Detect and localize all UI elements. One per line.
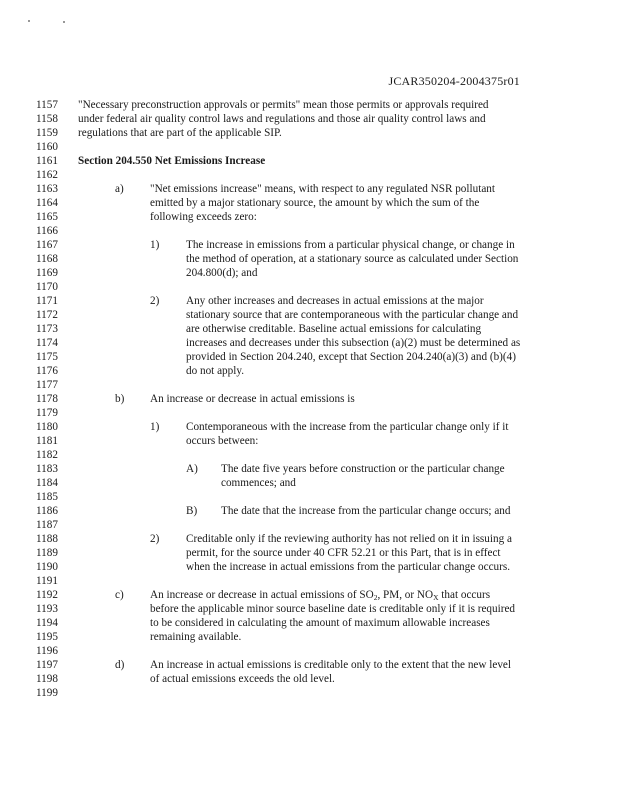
line-number: 1191 <box>36 575 58 587</box>
line-number: 1184 <box>36 477 58 489</box>
subsection-label: d) <box>115 659 125 671</box>
line-number: 1158 <box>36 113 58 125</box>
text-line: Contemporaneous with the increase from the particular change only if it <box>186 421 509 433</box>
line-number: 1161 <box>36 155 58 167</box>
text-line: increases and decreases under this subsection (a)(2) must be determined as <box>186 337 521 349</box>
line-number: 1171 <box>36 295 58 307</box>
line-number: 1167 <box>36 239 58 251</box>
text-line: commences; and <box>221 477 296 489</box>
paragraph-label: 2) <box>150 533 160 545</box>
scan-speck <box>28 20 30 22</box>
subsection-label: a) <box>115 183 124 195</box>
subparagraph-label: A) <box>186 463 198 475</box>
line-number: 1166 <box>36 225 58 237</box>
text-line: The increase in emissions from a particular physical change, or change in <box>186 239 515 251</box>
paragraph-label: 2) <box>150 295 160 307</box>
line-number: 1186 <box>36 505 58 517</box>
line-number: 1187 <box>36 519 58 531</box>
text-line: are otherwise creditable. Baseline actual emissions for calculating <box>186 323 482 335</box>
paragraph-label: 1) <box>150 239 160 251</box>
line-number: 1180 <box>36 421 58 433</box>
line-number: 1165 <box>36 211 58 223</box>
text-line: Any other increases and decreases in actual emissions at the major <box>186 295 484 307</box>
line-number: 1181 <box>36 435 58 447</box>
line-number: 1170 <box>36 281 58 293</box>
text-line: occurs between: <box>186 435 259 447</box>
text-line: regulations that are part of the applicable SIP. <box>78 127 282 139</box>
line-number: 1172 <box>36 309 58 321</box>
text-line: The date that the increase from the particular change occurs; and <box>221 505 511 517</box>
line-number: 1174 <box>36 337 58 349</box>
line-number: 1188 <box>36 533 58 545</box>
line-number: 1159 <box>36 127 58 139</box>
line-number: 1182 <box>36 449 58 461</box>
text-line: permit, for the source under 40 CFR 52.21 or this Part, that is in effect <box>186 547 501 559</box>
line-number: 1194 <box>36 617 58 629</box>
text-line: under federal air quality control laws and regulations and those air quality control laws and <box>78 113 486 125</box>
line-number: 1173 <box>36 323 58 335</box>
line-number: 1185 <box>36 491 58 503</box>
line-number: 1178 <box>36 393 58 405</box>
text-line: provided in Section 204.240, except that Section 204.240(a)(3) and (b)(4) <box>186 351 516 363</box>
line-number: 1169 <box>36 267 58 279</box>
text-line: of actual emissions exceeds the old level. <box>150 673 335 685</box>
text-line: when the increase in actual emissions from the particular change occurs. <box>186 561 511 573</box>
line-number: 1197 <box>36 659 58 671</box>
subsection-label: c) <box>115 589 124 601</box>
text-line: Creditable only if the reviewing authority has not relied on it in issuing a <box>186 533 512 545</box>
line-number: 1198 <box>36 673 58 685</box>
scan-speck <box>63 21 65 23</box>
text-line: "Necessary preconstruction approvals or permits" mean those permits or approvals required <box>78 99 489 111</box>
text-line: An increase in actual emissions is creditable only to the extent that the new level <box>150 659 511 671</box>
text-line: to be considered in calculating the amount of maximum allowable increases <box>150 617 490 629</box>
paragraph-label: 1) <box>150 421 160 433</box>
line-number: 1192 <box>36 589 58 601</box>
subparagraph-label: B) <box>186 505 198 517</box>
line-number: 1175 <box>36 351 58 363</box>
line-number: 1164 <box>36 197 58 209</box>
line-number: 1162 <box>36 169 58 181</box>
text-line: The date five years before construction or the particular change <box>221 463 505 475</box>
line-number: 1160 <box>36 141 58 153</box>
text-line: following exceeds zero: <box>150 211 257 223</box>
line-number: 1163 <box>36 183 58 195</box>
line-number: 1157 <box>36 99 58 111</box>
subsection-label: b) <box>115 393 125 405</box>
text-line: stationary source that are contemporaneous with the particular change and <box>186 309 519 321</box>
text-line: the method of operation, at a stationary source as calculated under Section <box>186 253 519 265</box>
document-id: JCAR350204-2004375r01 <box>388 74 520 88</box>
line-number: 1176 <box>36 365 58 377</box>
line-number: 1196 <box>36 645 58 657</box>
text-line: before the applicable minor source baseline date is creditable only if it is required <box>150 603 516 615</box>
line-number: 1195 <box>36 631 58 643</box>
text-line: "Net emissions increase" means, with respect to any regulated NSR pollutant <box>150 183 495 195</box>
line-number: 1168 <box>36 253 58 265</box>
line-number: 1193 <box>36 603 58 615</box>
text-line: An increase or decrease in actual emissions is <box>150 393 355 405</box>
line-number: 1179 <box>36 407 58 419</box>
line-number: 1199 <box>36 687 58 699</box>
line-number: 1183 <box>36 463 58 475</box>
line-number: 1177 <box>36 379 58 391</box>
text-line: 204.800(d); and <box>186 267 258 279</box>
text-line: do not apply. <box>186 365 245 377</box>
text-line: remaining available. <box>150 631 242 643</box>
text-line: emitted by a major stationary source, the amount by which the sum of the <box>150 197 480 209</box>
line-number: 1189 <box>36 547 58 559</box>
line-number: 1190 <box>36 561 58 573</box>
section-heading: Section 204.550 Net Emissions Increase <box>78 155 266 167</box>
text-line: An increase or decrease in actual emissions of $SO_2$, PM, or $NO_X$ that occurs <box>150 589 491 602</box>
